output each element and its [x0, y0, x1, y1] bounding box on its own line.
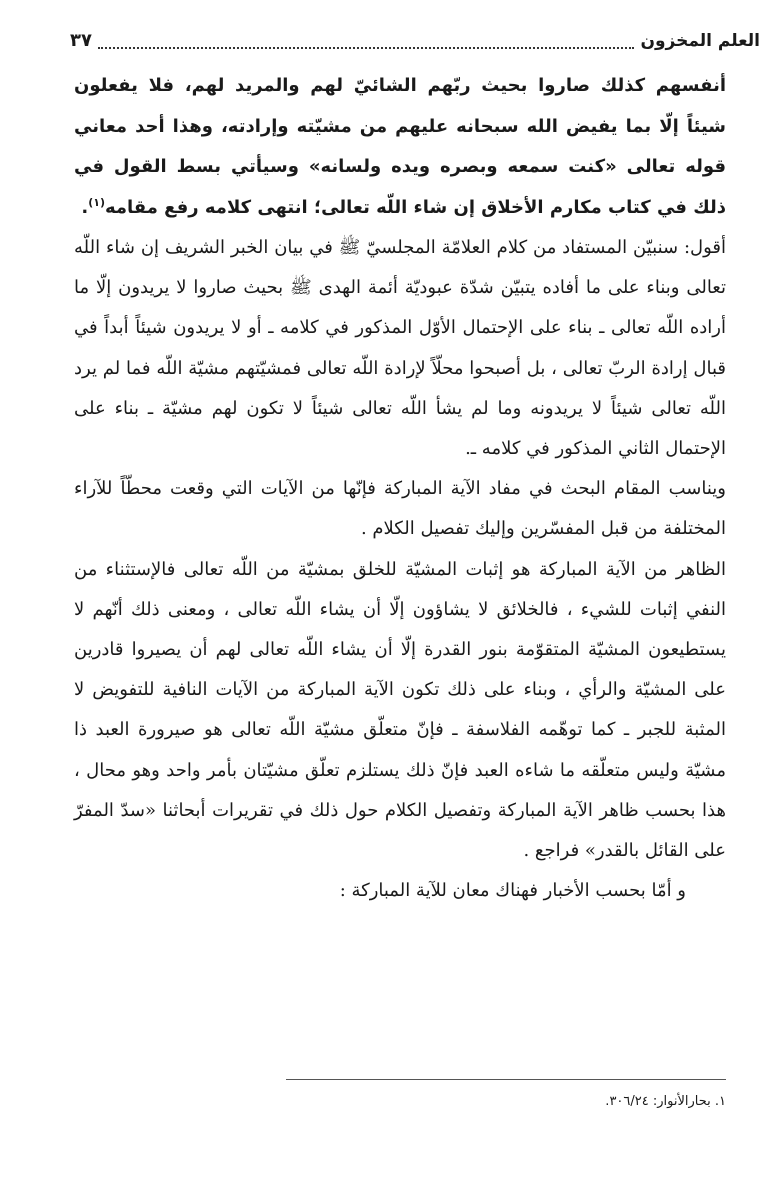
header-dot-leader [98, 47, 635, 49]
footnote-reference: (١) [88, 195, 105, 209]
footnote-divider [286, 1079, 726, 1080]
quoted-text-end: . [81, 196, 89, 218]
paragraph: و أمّا بحسب الأخبار فهناك معان للآية المباركة : [339, 880, 686, 902]
paragraph: ويناسب المقام البحث في مفاد الآية المباركة فإنّها من الآيات التي وقعت محطّاً للآراء المختلفة من قبل المفسّرين وإليك تفصيل الكلام . [74, 478, 726, 540]
running-title: العلم المخزون [640, 31, 760, 51]
paragraph: أقول: سنبيّن المستفاد من كلام العلامّة المجلسيّ ﷺ في بيان الخبر الشريف إن شاء اللّه تعالى وبناء على ما أفاده يتبيّن شدّة عبوديّة أئمة الهدى ﷺ بحيث صاروا لا يريدون إلّا ما أراده اللّه تعالى ـ بناء على الإحتمال الأوّل المذكور في كلامه ـ أو لا يريدون شيئاً أبداً في قبال إرادة الربّ تعالى ، بل أصبحوا محلّاً لإرادة اللّه تعالى فمشيّتهم مشيّة اللّه فما لم يرد اللّه تعالى شيئاً لا يريدونه وما لم يشأ اللّه تعالى شيئاً لا تكون لهم مشيّة ـ بناء على الإحتمال الثاني المذكور في كلامه ـ. [74, 237, 726, 460]
running-header [70, 30, 760, 58]
footnote: ١. بحارالأنوار: ٣٠٦/٢٤. [605, 1094, 726, 1109]
quoted-text: أنفسهم كذلك صاروا بحيث ربّهم الشائيّ لهم والمريد لهم، فلا يفعلون شيئاً إلّا بما يفيض الله سبحانه عليهم من مشيّته وإرادته، وهذا أحد معاني قوله تعالى «كنت سمعه وبصره ويده ولسانه» وسيأتي بسط القول في ذلك في كتاب مكارم الأخلاق إن شاء اللّه تعالى؛ انتهى كلامه رفع مقامه [74, 75, 726, 218]
page-number: ٣٧ [70, 30, 92, 51]
quoted-text-block [74, 66, 726, 228]
paragraph: الظاهر من الآية المباركة هو إثبات المشيّة للخلق بمشيّة من اللّه تعالى فالإستثناء من النفي إثبات للشيء ، فالخلائق لا يشاؤون إلّا أن يشاء اللّه تعالى ، ومعنى ذلك أنّهم لا يستطيعون المشيّة المتقوّمة بنور القدرة إلّا أن يشاء اللّه تعالى لهم أن يصيروا قادرين على المشيّة والرأي ، وبناء على ذلك تكون الآية المباركة من الآيات النافية للتفويض لا المثبة للجبر ـ كما توهّمه الفلاسفة ـ فإنّ متعلّق مشيّة اللّه تعالى هو صيرورة العبد ذا مشيّة وليس متعلّقه ما شاءه العبد فإنّ ذلك يستلزم تعلّق مشيّتان بأمر واحد وهو محال ، هذا بحسب ظاهر الآية المباركة وتفصيل الكلام حول ذلك في تقريرات أبحاثنا «سدّ المفرّ على القائل بالقدر» فراجع . [74, 558, 726, 862]
body-text [74, 66, 726, 911]
